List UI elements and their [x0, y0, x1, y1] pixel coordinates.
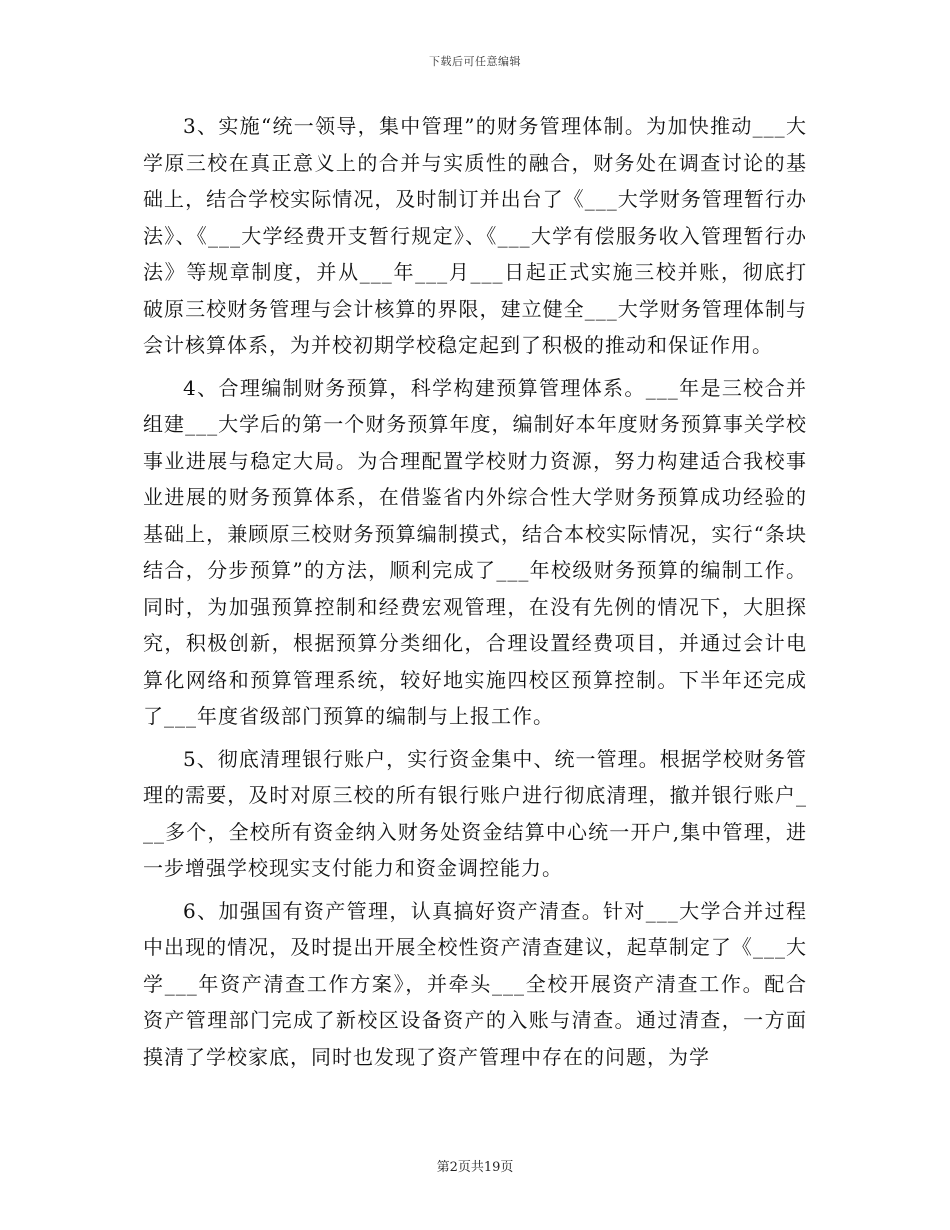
page-number: 第2页共19页	[436, 1160, 514, 1175]
paragraph-5: 5、彻底清理银行账户，实行资金集中、统一管理。根据学校财务管理的需要，及时对原三校的所有银行账户进行彻底清理，撤并银行账户___多个，全校所有资金纳入财务处资金结算中心统一开户,集中管理，进一步增强学校现实支付能力和资金调控能力。	[143, 746, 807, 880]
paragraph-4: 4、合理编制财务预算，科学构建预算管理体系。___年是三校合并组建___大学后的第一个财务预算年度，编制好本年度财务预算事关学校事业进展与稳定大局。为合理配置学校财力资源，努力构建适合我校事业进展的财务预算体系，在借鉴省内外综合性大学财务预算成功经验的基础上，兼顾原三校财务预算编制摸式，结合本校实际情况，实行“条块结合，分步预算”的方法，顺利完成了___年校级财务预算的编制工作。同时，为加强预算控制和经费宏观管理，在没有先例的情况下，大胆探究，积极创新，根据预算分类细化，合理设置经费项目，并通过会计电算化网络和预算管理系统，较好地实施四校区预算控制。下半年还完成了___年度省级部门预算的编制与上报工作。	[143, 375, 807, 728]
paragraph-3: 3、实施“统一领导，集中管理”的财务管理体制。为加快推动___大学原三校在真正意义上的合并与实质性的融合，财务处在调查讨论的基础上，结合学校实际情况，及时制订并出台了《___大学财务管理暂行办法》、《___大学经费开支暂行规定》、《___大学有偿服务收入管理暂行办法》等规章制度，并从___年___月___日起正式实施三校并账，彻底打破原三校财务管理与会计核算的界限，建立健全___大学财务管理体制与会计核算体系，为并校初期学校稳定起到了积极的推动和保证作用。	[143, 114, 807, 357]
paragraph-6: 6、加强国有资产管理，认真搞好资产清查。针对___大学合并过程中出现的情况，及时提出开展全校性资产清查建议，起草制定了《___大学___年资产清查工作方案》，并牵头___全校开展资产清查工作。配合资产管理部门完成了新校区设备资产的入账与清查。通过清查，一方面摸清了学校家底，同时也发现了资产管理中存在的问题，为学	[143, 898, 807, 1069]
header-note: 下载后可任意编辑	[429, 55, 521, 68]
document-body	[143, 108, 807, 1075]
